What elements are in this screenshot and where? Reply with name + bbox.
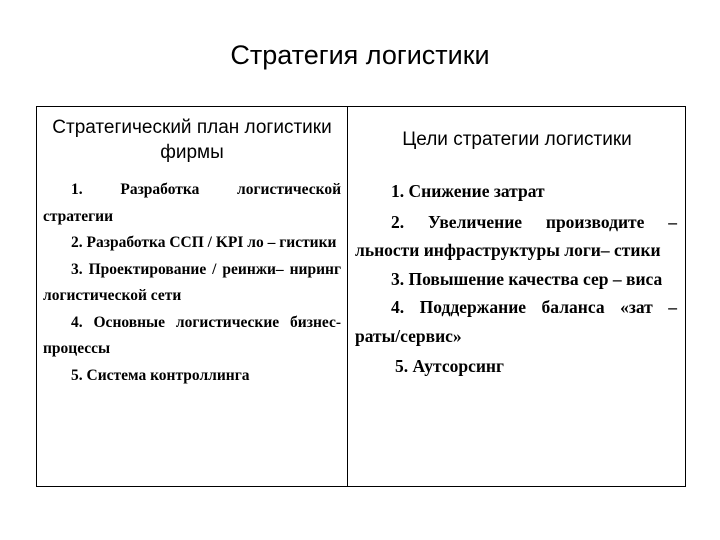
strategy-goals-list — [355, 177, 677, 381]
page-title: Стратегия логистики — [230, 40, 490, 70]
goal-item: 4. Поддержание баланса «зат – раты/сервис» — [355, 297, 677, 346]
plan-item: 3. Проектирование / реинжи– ниринг логистической сети — [43, 260, 341, 304]
goal-item: 2. Увеличение производите – льности инфраструктуры логи– стики — [355, 211, 677, 260]
right-column-header: Цели стратегии логистики — [402, 129, 632, 150]
goal-item: 1. Снижение затрат — [391, 181, 545, 201]
strategy-table — [36, 106, 686, 487]
plan-item: 1. Разработка логистической стратегии — [43, 181, 341, 225]
plan-item: 2. Разработка ССП / KPI ло – гистики — [71, 234, 337, 251]
strategic-plan-list — [43, 177, 341, 389]
goal-item: 5. Аутсорсинг — [395, 356, 504, 376]
plan-item: 4. Основные логистические бизнес-процессы — [43, 313, 341, 357]
plan-item: 5. Система контроллинга — [71, 366, 250, 384]
left-column-header: Стратегический план логистики фирмы — [52, 117, 332, 163]
column-divider — [347, 107, 348, 486]
goal-item: 3. Повышение качества сер – виса — [391, 268, 663, 289]
